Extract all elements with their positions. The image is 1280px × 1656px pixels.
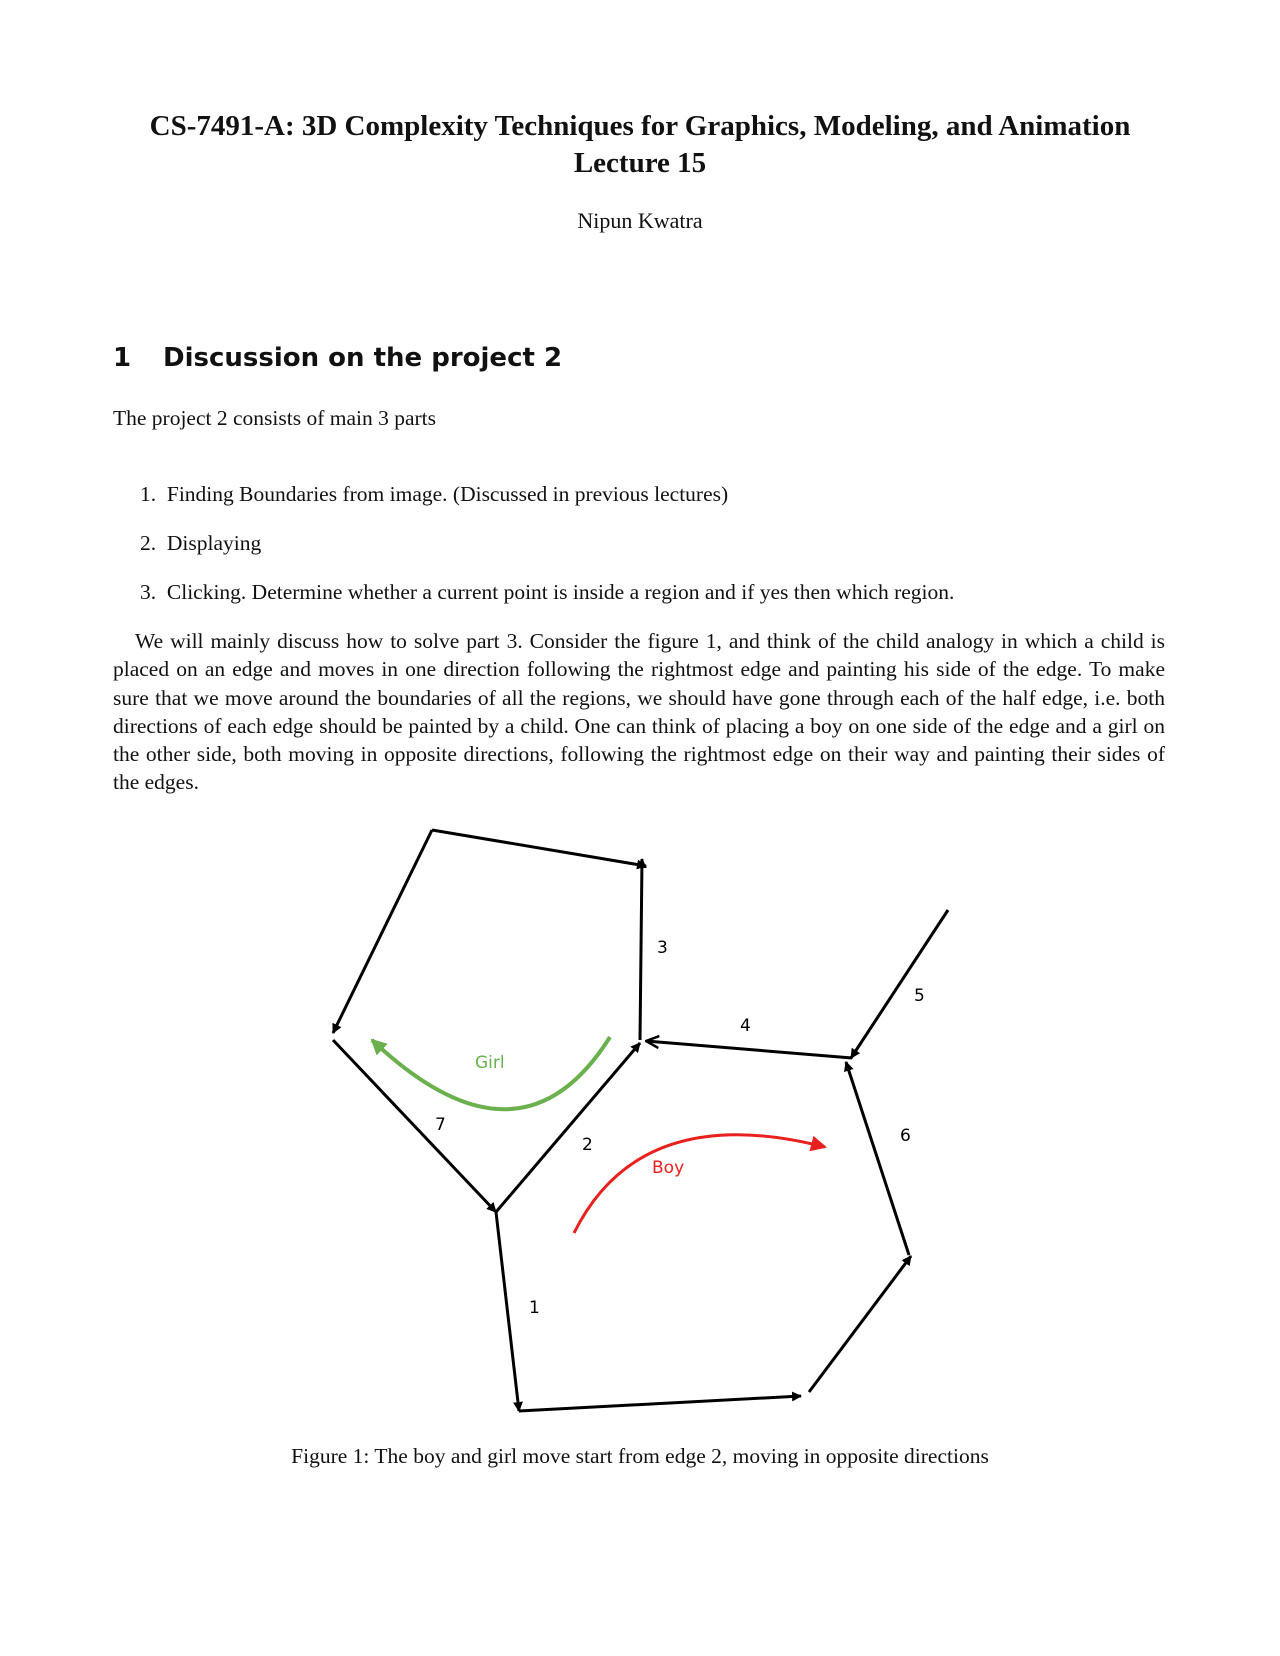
edge-bottom	[519, 1396, 801, 1411]
edge-4	[646, 1041, 852, 1058]
edge-left-upper	[333, 830, 432, 1033]
list-item	[140, 529, 261, 557]
edge-top	[432, 830, 646, 866]
girl-path-arrow	[372, 1037, 610, 1109]
edge-label-6: 6	[900, 1126, 911, 1146]
edge-7	[333, 1040, 496, 1212]
edge-label-1: 1	[529, 1298, 540, 1318]
author-name: Nipun Kwatra	[577, 208, 703, 233]
edge-label-5: 5	[914, 986, 925, 1006]
edge-1	[496, 1212, 519, 1411]
edge-right-lower	[809, 1256, 911, 1392]
edge-3	[640, 859, 642, 1040]
intro-paragraph: The project 2 consists of main 3 parts	[113, 406, 437, 430]
girl-label: Girl	[475, 1053, 505, 1073]
list-item-text: Clicking. Determine whether a current point is inside a region and if yes then which region.	[166, 580, 955, 604]
section-number: 1	[113, 343, 132, 373]
section-title: Discussion on the project 2	[163, 343, 563, 373]
list-item	[140, 480, 728, 508]
figure-caption: Figure 1: The boy and girl move start from edge 2, moving in opposite directions	[291, 1444, 989, 1468]
body-paragraph: We will mainly discuss how to solve part 3. Consider the figure 1, and think of the child analogy in which a child is placed on an edge and moves in one direction following the rightmost edge and painting his side of the edge. To make sure that we move around the boundaries of all the regions, we should have gone through each of the half edge, i.e. both directions of each edge should be painted by a child. One can think of placing a boy on one side of the edge and a girl on the other side, both moving in opposite directions, following the rightmost edge on their way and painting their sides of the edges.	[113, 629, 1165, 795]
edge-5	[851, 910, 948, 1058]
list-item-text: Displaying	[166, 531, 262, 555]
section-heading	[113, 343, 562, 373]
list-item-number: 1.	[140, 482, 157, 506]
half-edge-figure	[0, 810, 1280, 1430]
edge-2	[496, 1043, 640, 1212]
boy-label: Boy	[652, 1158, 685, 1178]
edge-label-3: 3	[657, 938, 668, 958]
lecture-number: Lecture 15	[573, 147, 707, 179]
boy-path-arrow	[574, 1135, 825, 1233]
edge-6	[846, 1062, 909, 1255]
edge-label-4: 4	[740, 1016, 751, 1036]
edge-label-2: 2	[582, 1135, 593, 1155]
list-item	[140, 578, 954, 606]
edge-label-7: 7	[435, 1115, 446, 1135]
list-item-text: Finding Boundaries from image. (Discussed in previous lectures)	[166, 482, 729, 506]
list-item-number: 2.	[140, 531, 157, 555]
list-item-number: 3.	[140, 580, 157, 604]
paper-title: CS-7491-A: 3D Complexity Techniques for Graphics, Modeling, and Animation	[149, 110, 1131, 142]
